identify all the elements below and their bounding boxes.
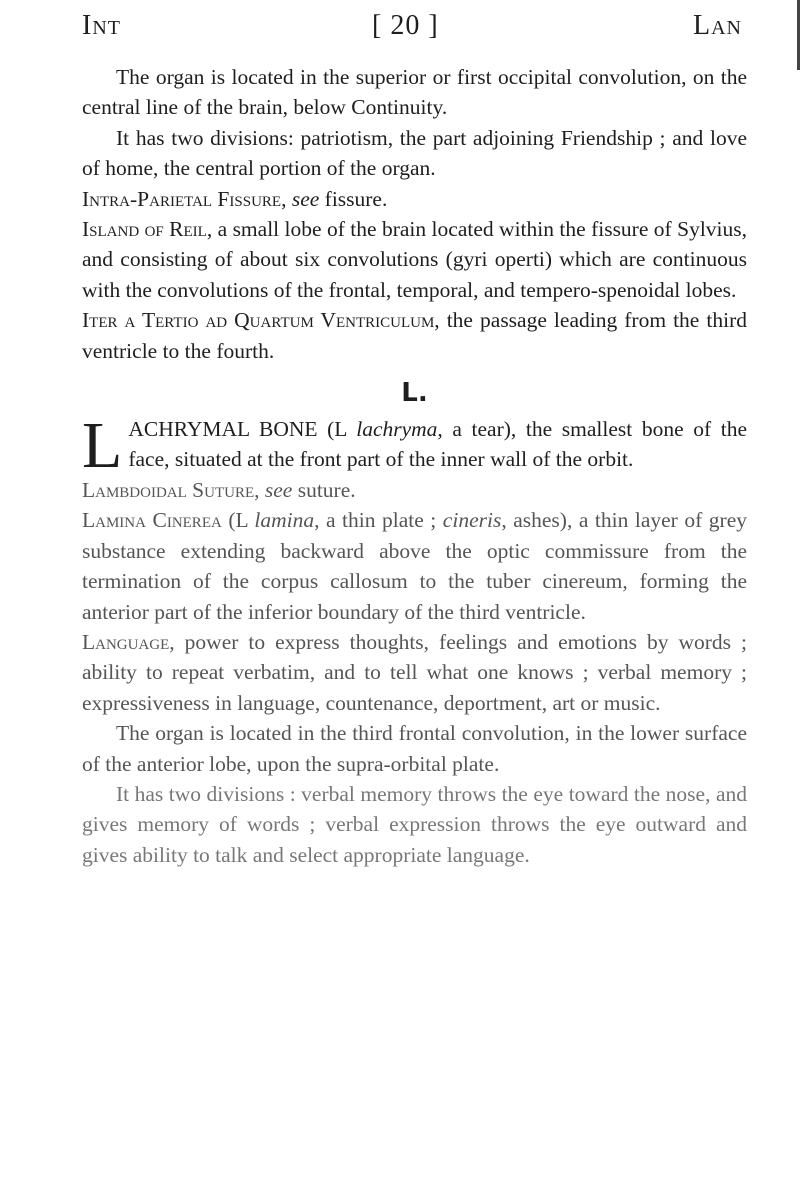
entry-text: , ashes), a thin layer of grey substance extending backward above the optic commissure from the termination of the corpus callosum to the tuber cinereum, forming the anterior part of the inferior boundary of the third ventricle. xyxy=(82,508,747,624)
entry-lambdoidal-suture xyxy=(82,475,747,505)
entry-text: the passage leading from the third ventricle to the fourth. xyxy=(82,308,747,363)
paragraph-text: expression throws the eye outward and gives ability to talk and select appropriate language. xyxy=(82,812,748,867)
entry-lamina-cinerea xyxy=(82,505,747,627)
entry-text: power to express thoughts, feelings and emotions by words ; ability to repeat verbatim, and to tell what one knows ; verbal memory ; expressiveness in language, countenance, deportment, art or music. xyxy=(82,629,747,715)
entry-text: , a thin plate ; xyxy=(314,508,443,533)
entry-intra-parietal-fissure xyxy=(82,184,747,214)
entry-lachrymal-bone xyxy=(82,409,747,483)
paragraph-organ-divisions: It has two divisions: patriotism, the part adjoining Friendship ; and love of home, the central portion of the organ. xyxy=(82,125,747,181)
drop-cap: L xyxy=(82,409,123,483)
entry-text: , a tear), the smallest bone of the face, situated at the front part of the inner wall of the orbit. xyxy=(128,417,747,472)
entry-text: suture. xyxy=(292,477,356,502)
entry-term: Lamina Cinerea xyxy=(82,508,222,533)
entry-term: ACHRYMAL BONE xyxy=(128,417,318,442)
latin-word: cineris xyxy=(442,508,502,533)
latin-word: lachryma xyxy=(356,417,438,442)
entry-term: Intra-Parietal Fissure, xyxy=(82,186,287,211)
entry-language xyxy=(82,627,747,718)
entry-term: Language, xyxy=(82,629,175,654)
paragraph-language-organ: The organ is located in the third frontal convolution, in the lower surface of the anterior lobe, upon the supra-orbital plate. xyxy=(82,721,747,776)
header-left-guide-word: Int xyxy=(82,10,121,41)
latin-word: lamina xyxy=(254,508,315,533)
entry-iter xyxy=(82,305,747,366)
section-letter-heading: L. xyxy=(401,378,428,409)
entry-text: (L xyxy=(221,508,255,533)
see-reference: see xyxy=(291,186,320,211)
paragraph-language-divisions xyxy=(82,779,747,870)
paragraph-organ-location: The organ is located in the superior or first occipital convolution, on the central line of the brain, below Continuity. xyxy=(82,65,747,120)
running-header xyxy=(82,6,742,50)
entry-term: Island of Reil, xyxy=(82,217,213,242)
entry-text: fissure. xyxy=(319,186,388,211)
entry-island-of-reil xyxy=(82,214,747,305)
page-number: [ 20 ] xyxy=(372,10,439,41)
see-reference: see xyxy=(264,477,293,502)
entry-text: (L xyxy=(317,417,357,442)
entry-text: a small lobe of the brain located within the fissure of Sylvius, and consisting of about six convolutions (gyri operti) which are continuous with the convolutions of the frontal, temporal, and tempero-spenoidal lobes. xyxy=(82,217,748,302)
page-body xyxy=(82,62,747,870)
entry-term: Lambdoidal Suture, xyxy=(82,477,260,502)
header-right-guide-word: Lan xyxy=(693,10,742,41)
entry-term: Iter a Tertio ad Quartum Ventriculum, xyxy=(82,308,440,333)
paragraph-text: It has two divisions : verbal memory throws the eye toward the nose, and gives memory of words ; verbal xyxy=(82,781,747,837)
